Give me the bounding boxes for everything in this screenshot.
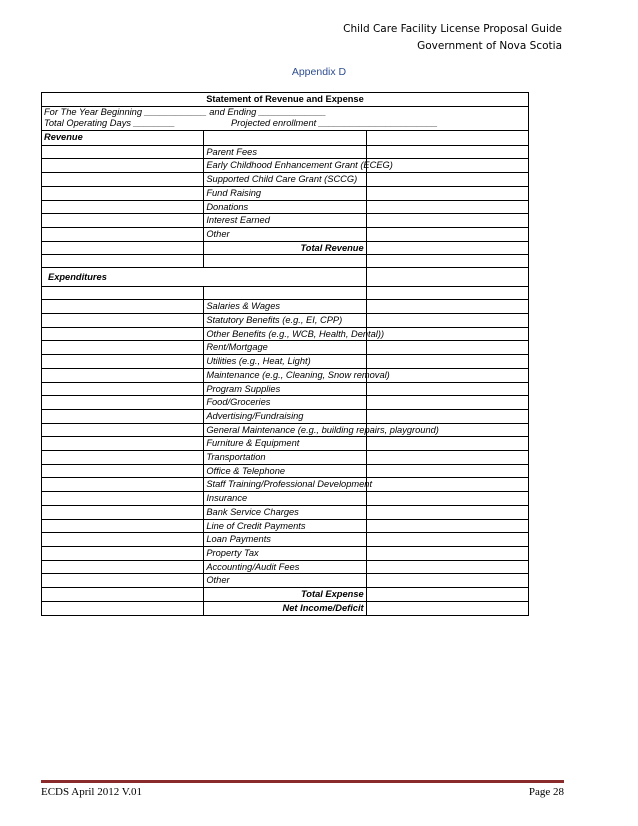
- expense-item: Statutory Benefits (e.g., EI, CPP): [204, 314, 366, 328]
- table-title: Statement of Revenue and Expense: [42, 93, 529, 107]
- expense-item: Office & Telephone: [204, 464, 366, 478]
- list-item: [42, 546, 529, 560]
- projected-enrollment: Projected enrollment _______________________: [230, 118, 438, 129]
- amount-cell: [366, 214, 528, 228]
- info-cell: [42, 106, 529, 130]
- revenue-item: Donations: [204, 200, 366, 214]
- list-item: [42, 327, 529, 341]
- amount-cell: [366, 382, 528, 396]
- amount-cell: [366, 368, 528, 382]
- statement-table: [41, 92, 529, 616]
- info-row: [42, 106, 529, 130]
- expense-item: Property Tax: [204, 546, 366, 560]
- list-item: [42, 227, 529, 241]
- amount-cell: [366, 505, 528, 519]
- amount-cell: [366, 492, 528, 506]
- expense-item: Staff Training/Professional Development: [204, 478, 366, 492]
- list-item: [42, 145, 529, 159]
- list-item: [42, 464, 529, 478]
- list-item: [42, 409, 529, 423]
- list-item: [42, 368, 529, 382]
- expense-item: Accounting/Audit Fees: [204, 560, 366, 574]
- list-item: [42, 382, 529, 396]
- amount-cell: [366, 437, 528, 451]
- amount-cell: [366, 145, 528, 159]
- list-item: [42, 341, 529, 355]
- amount-cell: [366, 300, 528, 314]
- amount-cell: [366, 227, 528, 241]
- amount-cell: [366, 451, 528, 465]
- amount-cell: [366, 314, 528, 328]
- expense-item: General Maintenance (e.g., building repairs, playground): [204, 423, 366, 437]
- expense-item: Program Supplies: [204, 382, 366, 396]
- expense-item: Furniture & Equipment: [204, 437, 366, 451]
- header-subtitle: Government of Nova Scotia: [417, 40, 562, 52]
- list-item: [42, 492, 529, 506]
- amount-cell: [366, 464, 528, 478]
- spacer-row: [42, 287, 529, 300]
- amount-cell: [366, 546, 528, 560]
- list-item: [42, 533, 529, 547]
- amount-cell: [366, 200, 528, 214]
- list-item: [42, 200, 529, 214]
- amount-cell: [366, 355, 528, 369]
- amount-cell: [366, 341, 528, 355]
- expense-item: Utilities (e.g., Heat, Light): [204, 355, 366, 369]
- revenue-label: Revenue: [42, 130, 204, 145]
- list-item: [42, 423, 529, 437]
- amount-cell: [366, 533, 528, 547]
- amount-cell: [366, 241, 528, 255]
- revenue-item: Early Childhood Enhancement Grant (ECEG): [204, 159, 366, 173]
- amount-cell: [366, 601, 528, 615]
- page-header: [343, 21, 562, 55]
- list-item: [42, 451, 529, 465]
- list-item: [42, 214, 529, 228]
- header-title: Child Care Facility License Proposal Guide: [343, 23, 562, 35]
- amount-cell: [366, 478, 528, 492]
- year-line: For The Year Beginning ____________ and Ending _____________: [44, 106, 327, 117]
- list-item: [42, 355, 529, 369]
- operating-days: Total Operating Days ________: [44, 118, 175, 129]
- footer-divider: [41, 780, 564, 783]
- list-item: [42, 173, 529, 187]
- appendix-title: Appendix D: [291, 66, 347, 78]
- amount-cell: [366, 588, 528, 602]
- net-income-label: Net Income/Deficit: [204, 601, 366, 615]
- expense-item: Food/Groceries: [204, 396, 366, 410]
- list-item: [42, 437, 529, 451]
- expense-item: Maintenance (e.g., Cleaning, Snow removal): [204, 368, 366, 382]
- total-revenue-label: Total Revenue: [204, 241, 366, 255]
- list-item: [42, 505, 529, 519]
- amount-cell: [366, 327, 528, 341]
- expense-item: Bank Service Charges: [204, 505, 366, 519]
- days-enrollment-line: [44, 118, 526, 130]
- revenue-item: Supported Child Care Grant (SCCG): [204, 173, 366, 187]
- expenditures-label: Expenditures: [42, 268, 367, 287]
- list-item: [42, 314, 529, 328]
- revenue-item: Other: [204, 227, 366, 241]
- expenditures-header-row: [42, 268, 529, 287]
- revenue-item: Parent Fees: [204, 145, 366, 159]
- list-item: [42, 159, 529, 173]
- spacer-row: [42, 255, 529, 268]
- expense-item: Other Benefits (e.g., WCB, Health, Dental)): [204, 327, 366, 341]
- amount-cell: [366, 186, 528, 200]
- total-expense-label: Total Expense: [204, 588, 366, 602]
- expense-item: Salaries & Wages: [204, 300, 366, 314]
- total-revenue-row: [42, 241, 529, 255]
- expense-item: Loan Payments: [204, 533, 366, 547]
- footer-version: ECDS April 2012 V.01: [41, 786, 143, 798]
- net-income-row: [42, 601, 529, 615]
- list-item: [42, 300, 529, 314]
- amount-cell: [366, 560, 528, 574]
- list-item: [42, 186, 529, 200]
- revenue-item: Interest Earned: [204, 214, 366, 228]
- expense-item: Line of Credit Payments: [204, 519, 366, 533]
- total-expense-row: [42, 588, 529, 602]
- revenue-item: Fund Raising: [204, 186, 366, 200]
- list-item: [42, 519, 529, 533]
- expense-item: Transportation: [204, 451, 366, 465]
- list-item: [42, 574, 529, 588]
- expense-item: Advertising/Fundraising: [204, 409, 366, 423]
- revenue-header-row: [42, 130, 529, 145]
- expense-item: Insurance: [204, 492, 366, 506]
- amount-cell: [366, 574, 528, 588]
- expense-item: Rent/Mortgage: [204, 341, 366, 355]
- table-title-row: [42, 93, 529, 107]
- amount-cell: [366, 396, 528, 410]
- list-item: [42, 396, 529, 410]
- list-item: [42, 478, 529, 492]
- amount-cell: [366, 173, 528, 187]
- amount-cell: [366, 519, 528, 533]
- page-number: Page 28: [528, 786, 564, 798]
- amount-cell: [366, 409, 528, 423]
- list-item: [42, 560, 529, 574]
- expense-item: Other: [204, 574, 366, 588]
